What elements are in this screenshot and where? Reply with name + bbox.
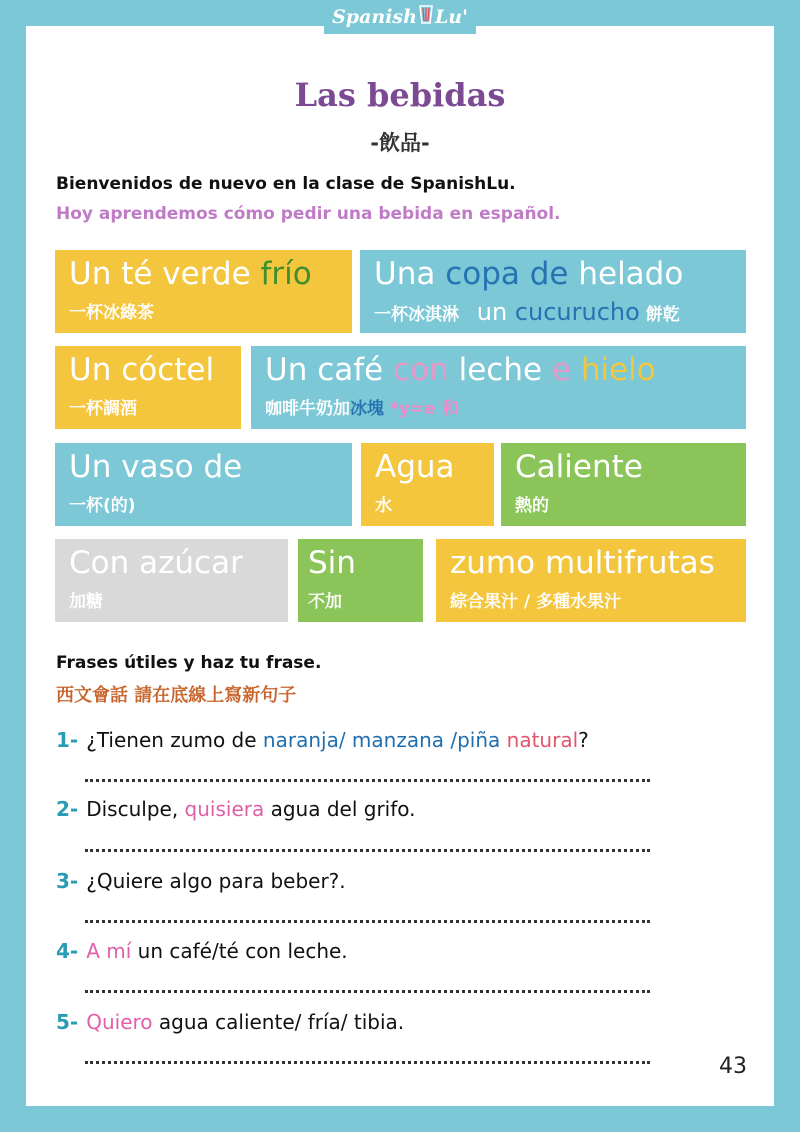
card-vaso-es: Un vaso de [69,449,243,485]
card-sin-es: Sin [308,545,356,581]
card-sin [298,539,423,622]
card-te-verde [55,250,352,333]
card-zumo-es: zumo multifrutas [450,545,715,581]
answer-line-3[interactable] [85,920,650,923]
page-number: 43 [719,1054,747,1079]
card-azucar [55,539,288,622]
answer-line-5[interactable] [85,1061,650,1064]
card-agua [361,443,494,526]
card-coctel-es: Un cóctel [69,352,215,388]
card-cafe-zh: 咖啡牛奶加冰塊 *y=e 和 [265,399,459,419]
card-agua-es: Agua [375,449,455,485]
phrase-4: 4- A mí un café/té con leche. [56,939,348,963]
cup-icon [419,1,433,35]
card-coctel-zh: 一杯調酒 [69,399,137,419]
card-caliente-es: Caliente [515,449,643,485]
card-coctel [55,346,241,429]
card-agua-zh: 水 [375,496,392,516]
card-azucar-es: Con azúcar [69,545,243,581]
phrase-3: 3- ¿Quiere algo para beber?. [56,869,346,893]
intro-line-2: Hoy aprendemos cómo pedir una bebida en español. [56,204,561,224]
card-vaso [55,443,352,526]
card-vaso-zh: 一杯(的) [69,496,136,516]
card-azucar-zh: 加糖 [69,592,103,612]
phrase-2: 2- Disculpe, quisiera agua del grifo. [56,797,416,821]
card-caliente-zh: 熱的 [515,496,549,516]
logo-text-left: Spanish [332,6,417,28]
frases-heading: Frases útiles y haz tu frase. [56,653,322,673]
card-te-verde-zh: 一杯冰綠茶 [69,303,154,323]
answer-line-2[interactable] [85,849,650,852]
phrase-5: 5- Quiero agua caliente/ fría/ tibia. [56,1010,405,1034]
card-zumo-zh: 綜合果汁 / 多種水果汁 [450,592,622,612]
card-caliente [501,443,746,526]
spanishlu-logo [324,0,476,34]
answer-line-4[interactable] [85,990,650,993]
card-helado-es: Una copa de helado [374,256,684,292]
intro-line-1: Bienvenidos de nuevo en la clase de SpanishLu. [56,174,516,194]
phrase-1: 1- ¿Tienen zumo de naranja/ manzana /piña natural? [56,728,589,752]
page-title: Las bebidas [294,76,506,114]
logo-text-right: Lu' [434,6,468,28]
answer-line-1[interactable] [85,779,650,782]
frases-heading-zh: 西文會話 請在底線上寫新句子 [56,685,297,706]
card-cafe [251,346,746,429]
card-zumo [436,539,746,622]
card-helado-zh: 一杯冰淇淋 un cucurucho 餅乾 [374,298,680,326]
card-helado [360,250,746,333]
card-cafe-es: Un café con leche e hielo [265,352,656,388]
card-sin-zh: 不加 [308,592,342,612]
card-te-verde-es: Un té verde frío [69,256,312,292]
page-subtitle: -飲品- [370,131,430,155]
